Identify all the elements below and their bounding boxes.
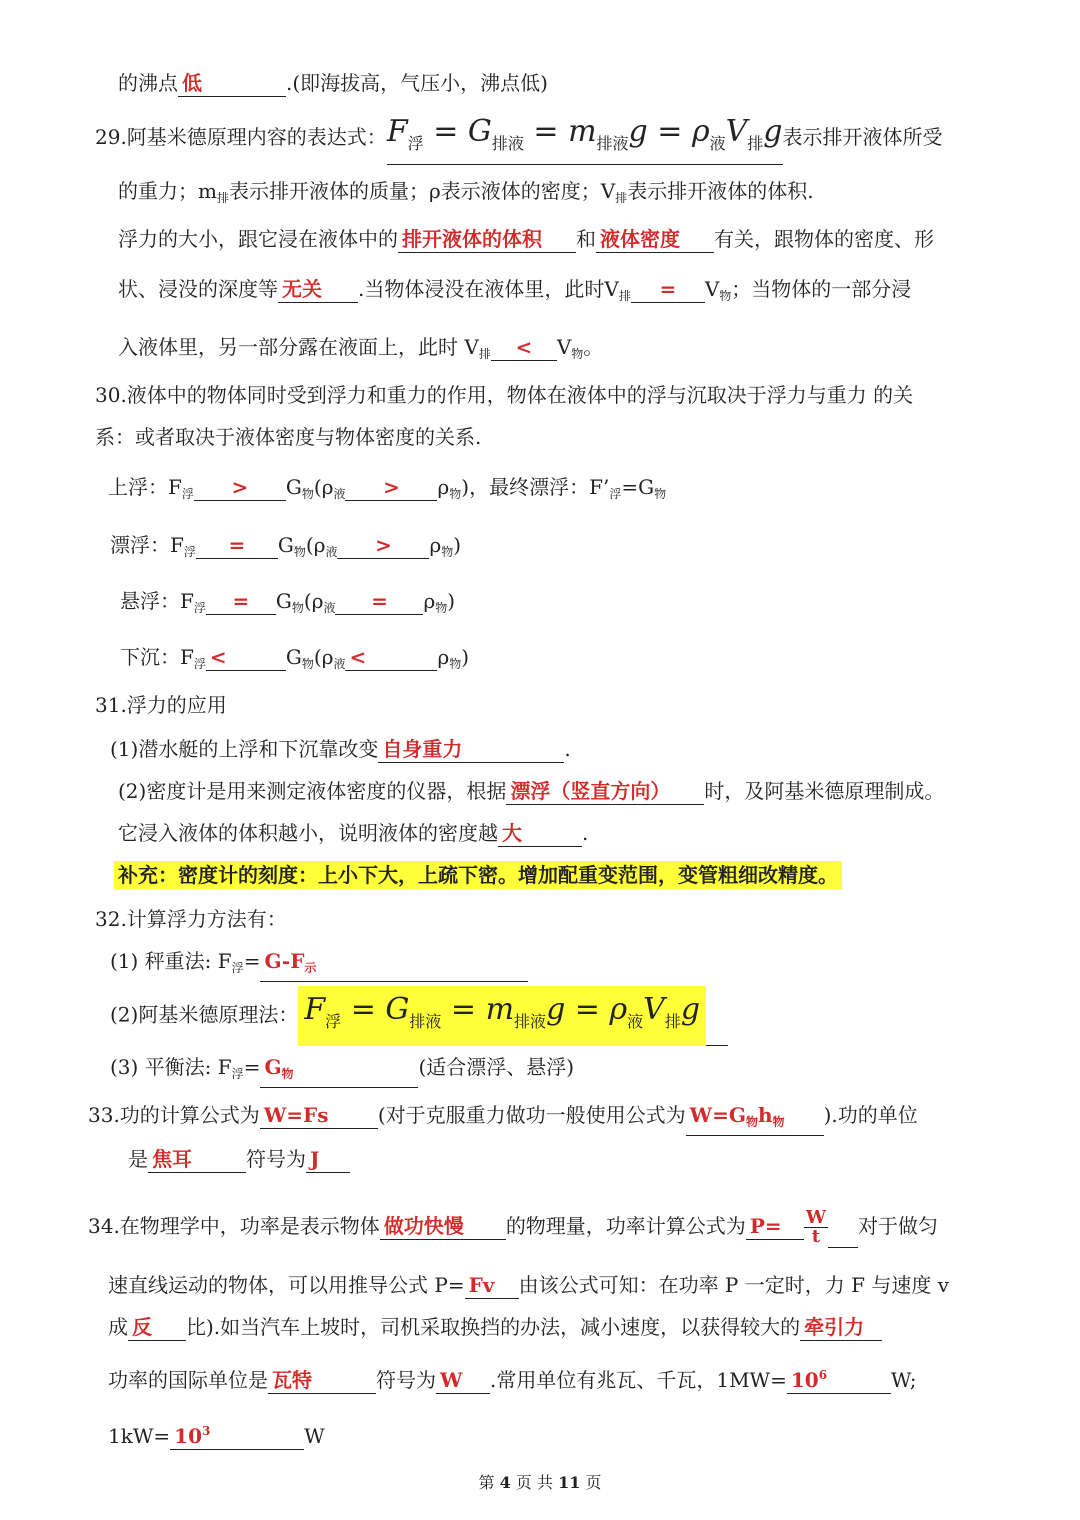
answer-blank: 焦耳 — [148, 1146, 246, 1173]
answer-blank: 漂浮（竖直方向） — [506, 778, 704, 805]
answer-blank: = — [335, 588, 423, 615]
q34-line-5: $1kW= 10^3$ W — [108, 1418, 325, 1451]
answer-blank: = — [196, 532, 278, 559]
answer-blank: < — [491, 334, 557, 361]
q33-line-1: 33.功的计算公式为 W=Fs (对于克服重力做功一般使用公式为 $W=G_物h_物$ ).功的单位 — [88, 1100, 918, 1136]
answer-blank: W — [436, 1367, 490, 1394]
answer-blank: 液体密度 — [596, 226, 714, 253]
answer-blank: $10^3$ — [170, 1418, 304, 1450]
answer-blank: $W=G_物h_物$ — [686, 1102, 824, 1136]
answer-blank: P= — [746, 1213, 804, 1240]
q30-line-2: 系：或者取决于液体密度与物体密度的关系. — [95, 425, 482, 449]
answer-blank: Fv — [465, 1272, 519, 1299]
answer-blank: = — [631, 276, 705, 303]
answer-blank: > — [194, 474, 286, 501]
q29-formula-line: 29.阿基米德原理内容的表达式：$F_浮 = G_{排液} = m_{排液}g = \rho_液V_排g$表示排开液体所受 — [95, 112, 943, 165]
page-footer: 第 4 页 共 11 页 — [478, 1473, 602, 1492]
float-up-line: 上浮：$F_浮 > G_物(\rho_液 > \rho_物)$，最终漂浮：$F’_浮=G_物$ — [108, 475, 667, 501]
answer-blank: $G_物$ — [260, 1054, 418, 1088]
q29-line-3: 浮力的大小，跟它浸在液体中的 排开液体的体积 和 液体密度 有关，跟物体的密度、形 — [118, 227, 934, 251]
answer-blank: > — [337, 532, 429, 559]
answer-blank: 做功快慢 — [380, 1213, 506, 1240]
q32-line-2: (2)阿基米德原理法： $F_浮 = G_{排液} = m_{排液}g = \rho_液V_排g$ — [110, 986, 728, 1046]
archimedes-formula: $F_浮 = G_{排液} = m_{排液}g = \rho_液V_排g$ — [387, 112, 783, 165]
q30-line-1: 30.液体中的物体同时受到浮力和重力的作用，物体在液体中的浮与沉取决于浮力与重力 的关 — [95, 383, 914, 407]
answer-blank: 牵引力 — [800, 1314, 882, 1341]
answer-blank: = — [206, 588, 276, 615]
power-fraction: $\frac{W}{t}$ — [805, 1207, 827, 1247]
q34-line-1: 34.在物理学中，功率是表示物体 做功快慢 的物理量，功率计算公式为 P= $\frac{W}{t}$ 对于做匀 — [88, 1207, 939, 1247]
q29-line-4: 状、浸没的深度等 无关 .当物体浸没在液体里，此时$V_排 = V_物$；当物体的一部分浸 — [118, 277, 912, 303]
answer-blank: < — [345, 644, 437, 671]
q32-line-1: (1) 秤重法: $F_浮= G-F_示$ — [110, 946, 528, 983]
answer-blank: 瓦特 — [268, 1367, 376, 1394]
q31-line-3: 它浸入液体的体积越小，说明液体的密度越 大 . — [118, 821, 589, 845]
q29-line-5: 入液体里，另一部分露在液面上，此时 $V_排 < V_物$。 — [118, 335, 604, 361]
floating-line: 漂浮：$F_浮 = G_物(\rho_液 > \rho_物)$ — [110, 533, 462, 559]
sink-line: 下沉：$F_浮 < G_物(\rho_液 < \rho_物)$ — [120, 645, 470, 671]
answer-blank: < — [206, 644, 286, 671]
answer-blank: J — [306, 1146, 350, 1173]
suspend-line: 悬浮：$F_浮 = G_物(\rho_液 = \rho_物)$ — [120, 589, 456, 615]
supplement-highlight: 补充：密度计的刻度：上小下大，上疏下密。增加配重变范围，变管粗细改精度。 — [114, 860, 842, 890]
archimedes-formula-highlighted: $F_浮 = G_{排液} = m_{排液}g = \rho_液V_排g$ — [298, 986, 706, 1046]
q34-line-3: 成 反 比).如当汽车上坡时，司机采取换挡的办法，减小速度，以获得较大的 牵引力 — [108, 1312, 882, 1342]
q33-line-2: 是 焦耳 符号为 J — [128, 1144, 350, 1174]
q34-line-2: 速直线运动的物体，可以用推导公式 P= Fv 由该公式可知：在功率 P 一定时，力 F 与速度 v — [108, 1273, 949, 1297]
answer-blank: $G-F_示$ — [260, 948, 528, 982]
q31-line-2: (2)密度计是用来测定液体密度的仪器，根据 漂浮（竖直方向） 时，及阿基米德原理制成。 — [118, 779, 945, 803]
answer-blank: 大 — [498, 820, 582, 847]
answer-blank: W=Fs — [260, 1102, 378, 1129]
answer-blank: > — [345, 474, 437, 501]
answer-blank: 反 — [128, 1314, 186, 1341]
answer-blank: 无关 — [278, 276, 358, 303]
q32-title: 32.计算浮力方法有： — [95, 907, 287, 931]
answer-blank: 自身重力 — [378, 736, 564, 763]
answer-blank: 排开液体的体积 — [398, 226, 576, 253]
q29-line-2: 的重力；$m_排$表示排开液体的质量；ρ表示液体的密度；$V_排$表示排开液体的体积. — [118, 179, 814, 205]
q31-line-1: (1)潜水艇的上浮和下沉靠改变 自身重力 . — [110, 737, 571, 761]
q31-title: 31.浮力的应用 — [95, 693, 227, 717]
q32-line-3: (3) 平衡法: $F_浮= G_物$ (适合漂浮、悬浮) — [110, 1052, 574, 1089]
q34-line-4: 功率的国际单位是 瓦特 符号为 W .常用单位有兆瓦、千瓦，$1MW= 10^6$ W; — [108, 1362, 916, 1395]
answer-blank: 低 — [178, 70, 286, 97]
line-boiling: 的沸点 低 .(即海拔高，气压小，沸点低) — [118, 71, 548, 95]
answer-blank: $10^6$ — [787, 1362, 891, 1394]
